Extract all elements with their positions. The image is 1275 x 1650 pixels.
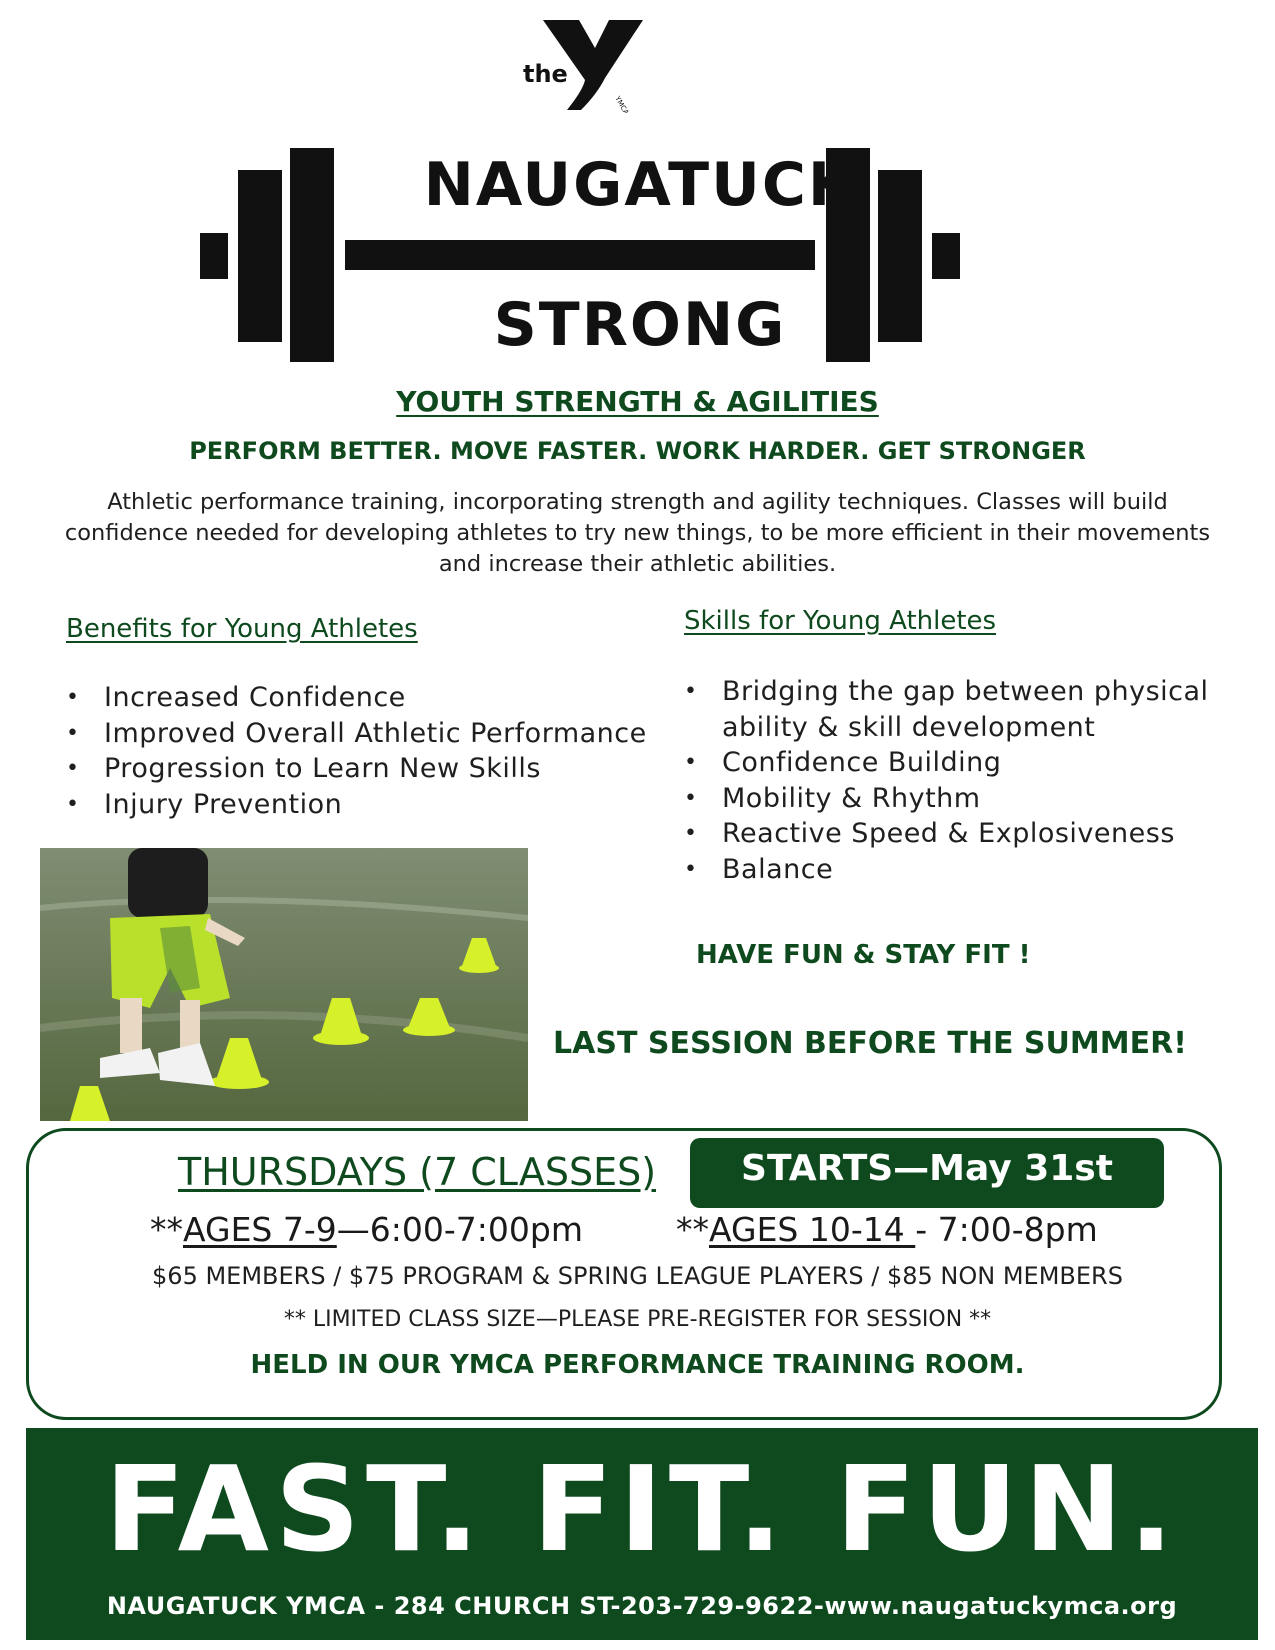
ages-1-time: —6:00-7:00pm <box>336 1210 583 1249</box>
skills-list <box>684 674 1244 887</box>
list-item: • Bridging the gap between physical ability & skill development <box>684 674 1244 745</box>
limited-class-notice: ** LIMITED CLASS SIZE—PLEASE PRE-REGISTER FOR SESSION ** <box>283 1307 992 1332</box>
class-days: THURSDAYS (7 CLASSES) <box>178 1150 657 1194</box>
ymca-logo <box>523 18 663 113</box>
ages-2-prefix: ** <box>676 1210 709 1249</box>
logo-prefix: the <box>523 60 568 88</box>
benefits-list <box>66 680 666 822</box>
ages-2-time: - 7:00-8pm <box>915 1210 1098 1249</box>
ages-1-prefix: ** <box>150 1210 183 1249</box>
list-item: • Progression to Learn New Skills <box>66 751 666 787</box>
ages-2-label: AGES 10-14 <box>709 1210 916 1249</box>
list-item: • Balance <box>684 852 1244 888</box>
list-item: • Mobility & Rhythm <box>684 781 1244 817</box>
logo-small-text: YMCA <box>613 95 631 113</box>
start-date: STARTS—May 31st <box>741 1148 1113 1189</box>
list-item: • Increased Confidence <box>66 680 666 716</box>
ages-group-1 <box>150 1210 583 1249</box>
list-item: • Improved Overall Athletic Performance <box>66 716 666 752</box>
ages-1-label: AGES 7-9 <box>183 1210 337 1249</box>
list-item: • Injury Prevention <box>66 787 666 823</box>
intro-paragraph: Athletic performance training, incorporating strength and agility techniques. Classes will build confidence needed for developing athletes to try new things, to be more efficient in their movements and increase their athletic abilities. <box>64 489 1211 577</box>
title-bottom: STRONG <box>493 290 787 360</box>
list-item: • Confidence Building <box>684 745 1244 781</box>
pricing-text: $65 MEMBERS / $75 PROGRAM & SPRING LEAGUE PLAYERS / $85 NON MEMBERS <box>152 1262 1123 1290</box>
skills-heading: Skills for Young Athletes <box>684 606 997 636</box>
have-fun-text: HAVE FUN & STAY FIT ! <box>696 940 1031 970</box>
list-item: • Reactive Speed & Explosiveness <box>684 816 1244 852</box>
subtitle: YOUTH STRENGTH & AGILITIES <box>396 385 879 418</box>
slogan: FAST. FIT. FUN. <box>104 1440 1180 1578</box>
last-session-text: LAST SESSION BEFORE THE SUMMER! <box>553 1026 1187 1061</box>
title-top: NAUGATUCK <box>423 150 857 220</box>
agility-photo <box>40 848 528 1121</box>
footer-address: NAUGATUCK YMCA - 284 CHURCH ST-203-729-9622-www.naugatuckymca.org <box>106 1592 1178 1620</box>
benefits-heading: Benefits for Young Athletes <box>66 614 418 644</box>
tagline: PERFORM BETTER. MOVE FASTER. WORK HARDER. GET STRONGER <box>189 437 1086 465</box>
ages-group-2 <box>676 1210 1098 1249</box>
location-note: HELD IN OUR YMCA PERFORMANCE TRAINING ROOM. <box>250 1350 1025 1380</box>
